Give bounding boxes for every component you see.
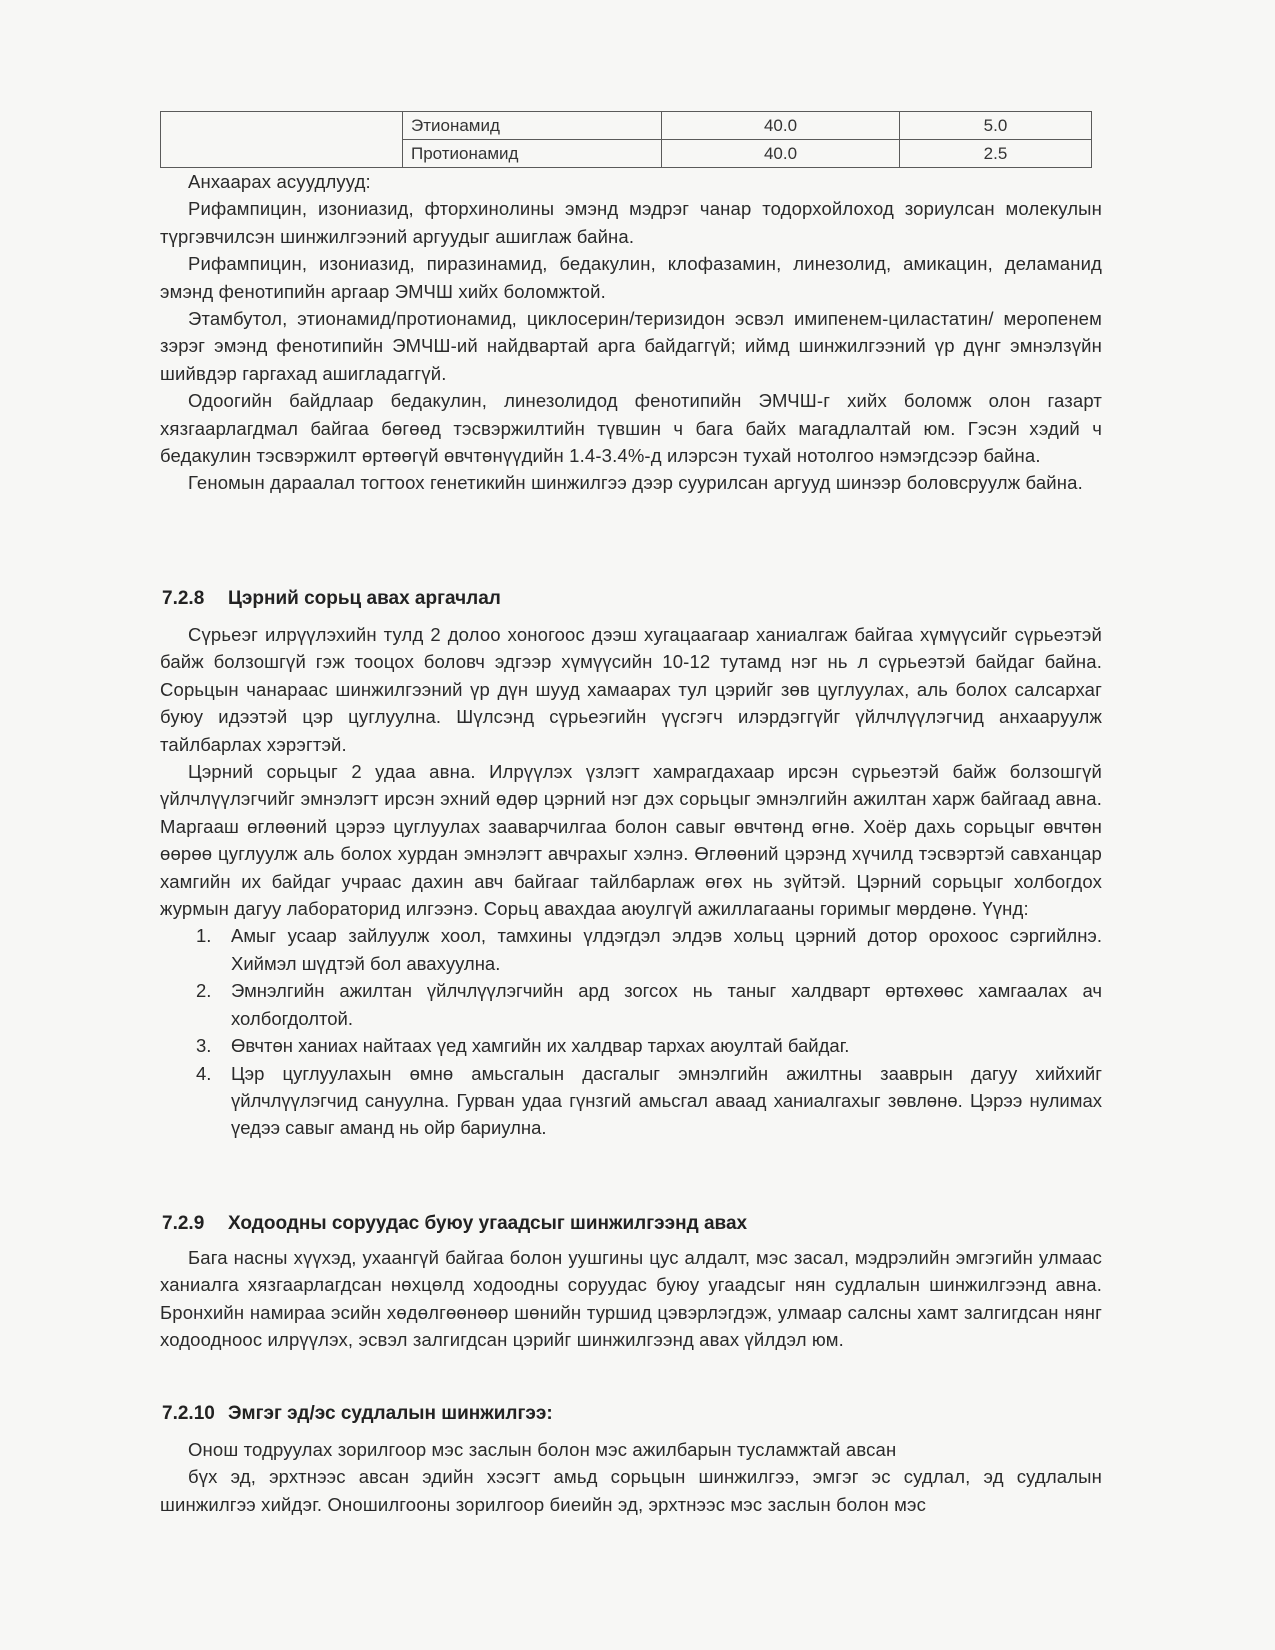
table-cell-value: 2.5 xyxy=(900,140,1092,168)
section-paragraph: Бага насны хүүхэд, ухаангүй байгаа болон уушгины цус алдалт, мэс засал, мэдрэлийн эмгэгийн улмаас ханиалга хязгаарлагдсан нөхцөлд ходоодны соруудас буюу угаадсыг нян судлалын шинжилгээнд авна. Бронхийн намираа эсийн хөдөлгөөнөөр шөнийн туршид цэвэрлэгдэж, улмаар салсны хамт залгигдсан нянг ходоодноос илрүүлэх, эсвэл залгигдсан цэрийг шинжилгээнд авах үйлдэл юм. xyxy=(160,1247,1102,1351)
section-heading-7-2-10 xyxy=(162,1403,553,1425)
section-body-7-2-8 xyxy=(160,621,1102,1142)
section-number: 7.2.9 xyxy=(162,1213,205,1234)
section-number: 7.2.8 xyxy=(162,588,205,609)
table-empty-cell xyxy=(161,112,403,168)
attention-paragraph: Одоогийн байдлаар бедакулин, линезолидод фенотипийн ЭМЧШ-г хийх боломж олон газарт хязгаарлагдмал байгаа бөгөөд тэсвэржилтийн түвшин ч бага байх магадлалтай юм. Гэсэн хэдий ч бедакулин тэсвэржилт өртөөгүй өвчтөнүүдийн 1.4-3.4%-д илэрсэн тухай нотолгоо нэмэгдсээр байна. xyxy=(160,390,1102,467)
list-number: 3. xyxy=(196,1035,212,1057)
table-cell-value: 40.0 xyxy=(662,112,900,140)
section-heading-7-2-8 xyxy=(162,588,501,610)
list-text: Өвчтөн ханиах найтаах үед хамгийн их халдвар тархах аюултай байдаг. xyxy=(231,1035,850,1057)
attention-title: Анхаарах асуудлууд: xyxy=(188,171,371,192)
list-text: Цэр цуглуулахын өмнө амьсгалын дасгалыг эмнэлгийн ажилтны зааврын дагуу хийхийг үйлчлүүлэгчид сануулна. Гурван удаа гүнзгий амьсгал аваад ханиалгахыг зөвлөнө. Цэрээ нулимах үедээ савыг аманд нь ойр бариулна. xyxy=(231,1062,1102,1139)
precautions-list xyxy=(160,922,1102,1141)
attention-paragraph: Этамбутол, этионамид/протионамид, циклосерин/теризидон эсвэл имипенем-циластатин/ меропенем зэрэг эмэнд фенотипийн ЭМЧШ-ий найдвартай арга байдаггүй; иймд шинжилгээний үр дүнг эмнэлзүйн шийвдэр гаргахад ашигладаггүй. xyxy=(160,308,1102,384)
table-cell-drug: Этионамид xyxy=(403,112,662,140)
list-number: 4. xyxy=(196,1062,212,1084)
section-heading-7-2-9 xyxy=(162,1213,747,1235)
section-body-7-2-10 xyxy=(160,1436,1102,1518)
section-paragraph: Онош тодруулах зорилгоор мэс заслын болон мэс ажилбарын тусламжтай авсан xyxy=(188,1439,897,1460)
list-number: 2. xyxy=(196,980,212,1002)
section-paragraph: Цэрний сорьцыг 2 удаа авна. Илрүүлэх үзлэгт хамрагдахаар ирсэн сүрьеэтэй байж болзошгүй үйлчлүүлэгчийг эмнэлэгт ирсэн эхний өдөр цэрний нэг дэх сорьцыг эмнэлгийн ажилтан харж байгаад авна. Маргааш өглөөний цэрээ цуглуулах зааварчилгаа болон савыг өвчтөнд өгнө. Хоёр дахь сорьцыг өвчтөн өөрөө цуглуулж аль болох хурдан эмнэлэгт авчрахыг хэлнэ. Өглөөний цэрэнд хүчилд тэсвэртэй савханцар хамгийн их байдаг учраас дахин авч байгааг тайлбарлаж өгөх нь зүйтэй. Цэрний сорьцыг холбогдох журмын дагуу лабораторид илгээнэ. Сорьц авахдаа аюулгүй ажиллагааны горимыг мөрдөнө. Үүнд: xyxy=(160,761,1102,920)
table-cell-value: 5.0 xyxy=(900,112,1092,140)
list-item xyxy=(160,1032,1102,1059)
section-number: 7.2.10 xyxy=(162,1403,215,1424)
list-text: Амыг усаар зайлуулж хоол, тамхины үлдэгдэл элдэв хольц цэрний дотор орохоос сэргийлнэ. Хиймэл шүдтэй бол авахуулна. xyxy=(231,925,1102,974)
list-item xyxy=(160,922,1102,977)
section-paragraph: бүх эд, эрхтнээс авсан эдийн хэсэгт амьд сорьцын шинжилгээ, эмгэг эс судлал, эд судлалын шинжилгээ хийдэг. Оношилгооны зорилгоор биеийн эд, эрхтнээс мэс заслын болон мэс xyxy=(160,1466,1102,1515)
list-text: Эмнэлгийн ажилтан үйлчлүүлэгчийн ард зогсох нь таныг халдварт өртөхөөс хамгаалах ач холбогдолтой. xyxy=(231,980,1102,1029)
section-paragraph: Сүрьеэг илрүүлэхийн тулд 2 долоо хоногоос дээш хугацаагаар ханиалгаж байгаа хүмүүсийг сүрьеэтэй байж болзошгүй гэж тооцох боловч эдгээр хүмүүсийн 10-12 тутамд нэг нь л сүрьеэтэй байдаг байна. Сорьцын чанараас шинжилгээний үр дүн шууд хамаарах тул цэрийг зөв цуглуулах, аль болох салсархаг буюу идээтэй цэр цуглуулна. Шүлсэнд сүрьеэгийн үүсгэгч илэрдэггүйг үйлчлүүлэгчид анхааруулж тайлбарлах хэрэгтэй. xyxy=(160,624,1102,755)
drug-resistance-table xyxy=(160,111,1092,168)
attention-section xyxy=(160,168,1102,497)
section-title: Эмгэг эд/эс судлалын шинжилгээ: xyxy=(228,1403,553,1424)
attention-paragraph: Геномын дараалал тогтоох генетикийн шинжилгээ дээр суурилсан аргууд шинээр боловсруулж байна. xyxy=(188,472,1083,494)
table-row xyxy=(161,112,1092,140)
list-item xyxy=(160,1060,1102,1142)
list-number: 1. xyxy=(196,925,212,947)
section-title: Цэрний сорьц авах аргачлал xyxy=(228,588,501,609)
table-cell-value: 40.0 xyxy=(662,140,900,168)
attention-paragraph: Рифампицин, изониазид, фторхинолины эмэнд мэдрэг чанар тодорхойлоход зориулсан молекулын түргэвчилсэн шинжилгээний аргуудыг ашиглаж байна. xyxy=(160,198,1102,247)
section-body-7-2-9 xyxy=(160,1244,1102,1354)
table-cell-drug: Протионамид xyxy=(403,140,662,168)
section-title: Ходоодны соруудас буюу угаадсыг шинжилгээнд авах xyxy=(228,1213,748,1234)
list-item xyxy=(160,977,1102,1032)
attention-paragraph: Рифампицин, изониазид, пиразинамид, бедакулин, клофазамин, линезолид, амикацин, деламанид эмэнд фенотипийн аргаар ЭМЧШ хийх боломжтой. xyxy=(160,253,1102,302)
